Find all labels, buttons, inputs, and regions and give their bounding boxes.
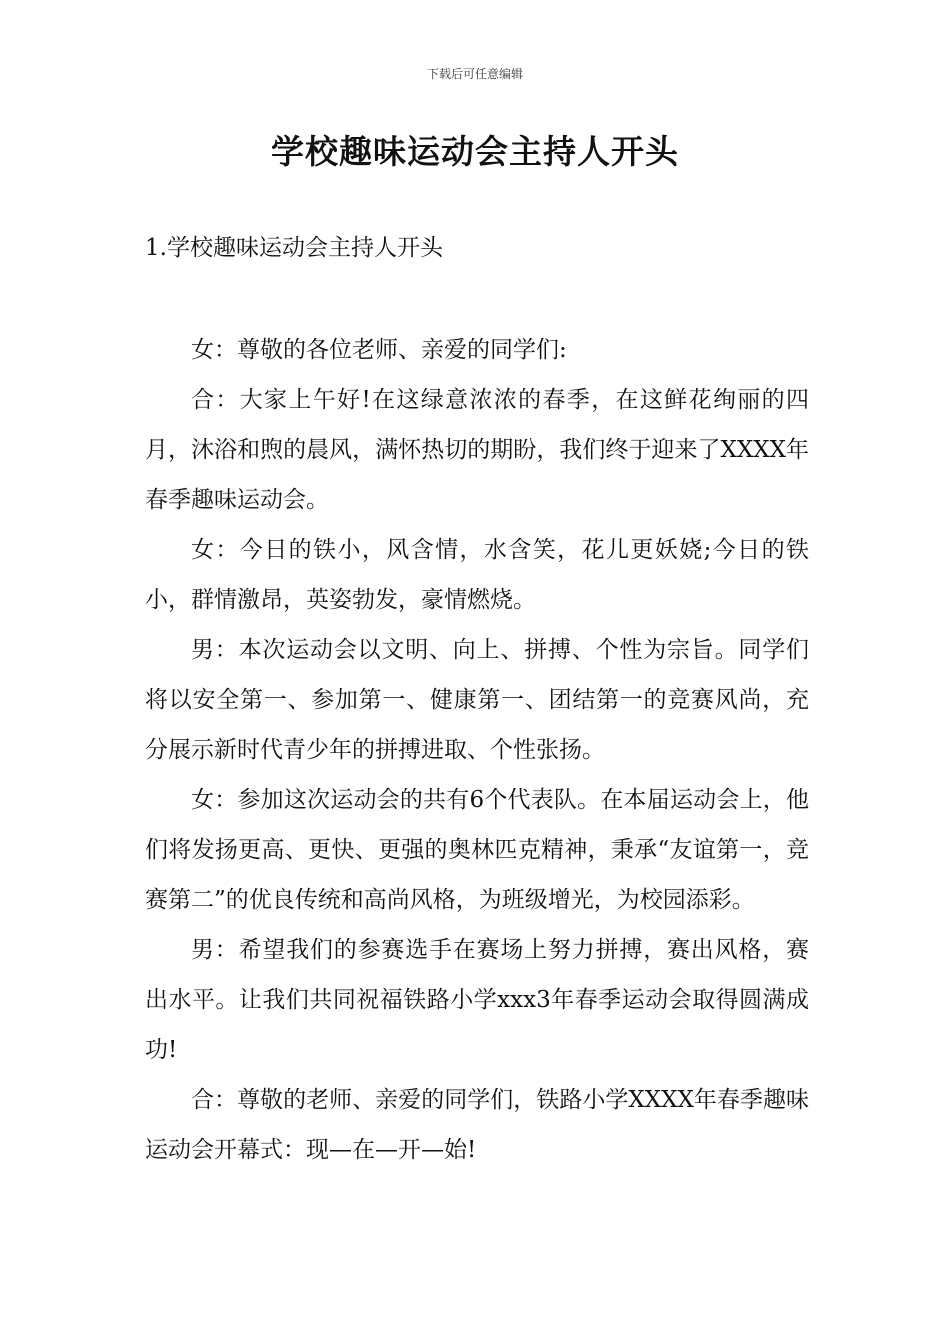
paragraph: 男：希望我们的参赛选手在赛场上努力拼搏，赛出风格，赛出水平。让我们共同祝福铁路小学xxx3年春季运动会取得圆满成功! — [145, 937, 809, 1063]
paragraph: 女：今日的铁小，风含情，水含笑，花儿更妖娆;今日的铁小，群情激昂，英姿勃发，豪情燃烧。 — [145, 537, 809, 613]
header-note: 下载后可任意编辑 — [426, 67, 523, 81]
paragraph: 男：本次运动会以文明、向上、拼搏、个性为宗旨。同学们将以安全第一、参加第一、健康第一、团结第一的竞赛风尚，充分展示新时代青少年的拼搏进取、个性张扬。 — [145, 637, 809, 763]
paragraph: 女：参加这次运动会的共有6个代表队。在本届运动会上，他们将发扬更高、更快、更强的奥林匹克精神，秉承“友谊第一，竞赛第二”的优良传统和高尚风格，为班级增光，为校园添彩。 — [145, 787, 809, 913]
paragraph: 女：尊敬的各位老师、亲爱的同学们: — [191, 337, 567, 363]
document-body — [145, 325, 809, 1175]
section-heading: 1.学校趣味运动会主持人开头 — [145, 235, 443, 261]
paragraph: 合：尊敬的老师、亲爱的同学们，铁路小学XXXX年春季趣味运动会开幕式：现—在—开—始! — [145, 1087, 809, 1163]
paragraph: 合：大家上午好!在这绿意浓浓的春季，在这鲜花绚丽的四月，沐浴和煦的晨风，满怀热切的期盼，我们终于迎来了XXXX年春季趣味运动会。 — [145, 387, 809, 513]
document-title: 学校趣味运动会主持人开头 — [271, 132, 679, 171]
